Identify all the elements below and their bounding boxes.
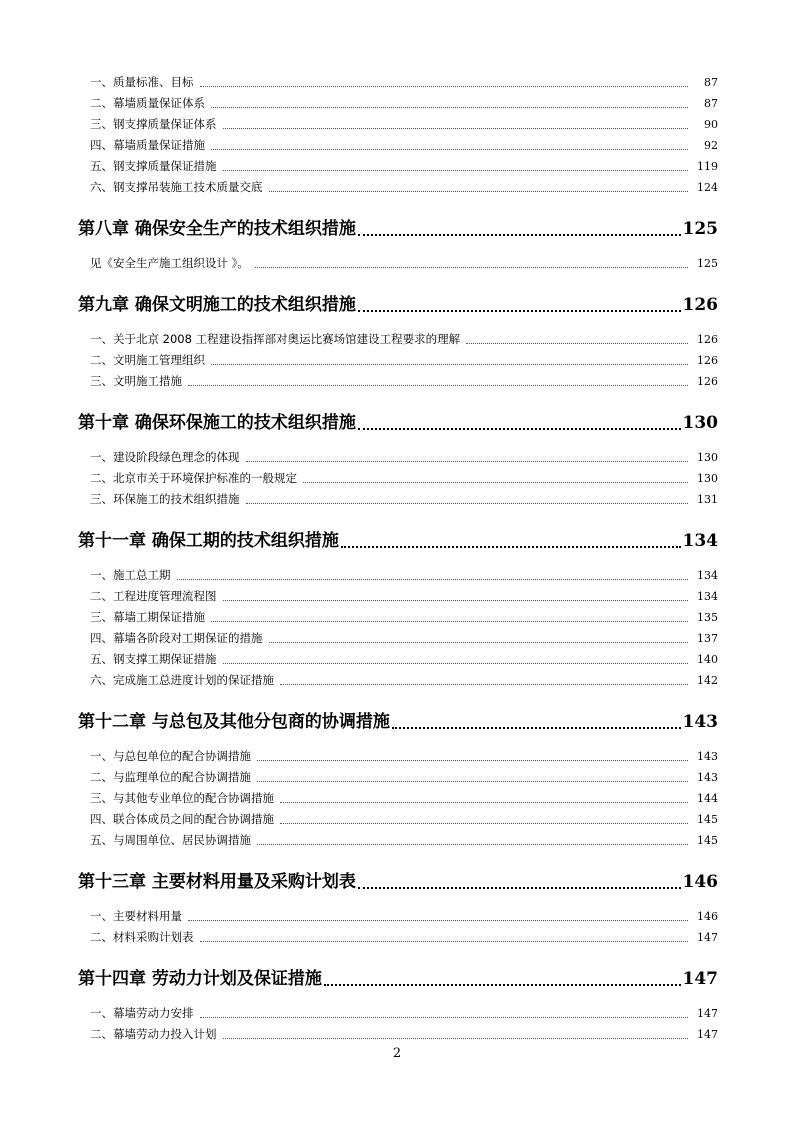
toc-entry-page-number: 130 xyxy=(697,472,718,485)
page-number: 2 xyxy=(392,1046,402,1061)
toc-entry-page-number: 87 xyxy=(704,97,718,110)
toc-entry-title: 三、幕墙工期保证措施 xyxy=(90,610,205,624)
toc-entry-page-number: 145 xyxy=(697,834,718,847)
toc-section-entry[interactable] xyxy=(78,830,718,851)
toc-section-entry[interactable] xyxy=(78,586,718,607)
toc-section-entry[interactable] xyxy=(78,565,718,586)
toc-section-entry[interactable] xyxy=(78,607,718,628)
dot-leader xyxy=(211,621,688,622)
toc-entry-page-number: 90 xyxy=(704,118,718,131)
toc-section-entry[interactable] xyxy=(78,767,718,788)
toc-entry-page-number: 119 xyxy=(697,160,718,173)
toc-section-entry[interactable] xyxy=(78,253,718,274)
toc-section-entry[interactable] xyxy=(78,649,718,670)
dot-leader xyxy=(255,267,688,268)
toc-section-entry[interactable] xyxy=(78,788,718,809)
toc-section-entry[interactable] xyxy=(78,628,718,649)
toc-entry-title: 第八章 确保安全生产的技术组织措施 xyxy=(78,219,356,239)
toc-entry-title: 一、建设阶段绿色理念的体现 xyxy=(90,450,240,464)
table-of-contents xyxy=(78,72,718,1045)
toc-entry-page-number: 140 xyxy=(697,653,718,666)
toc-entry-title: 第十三章 主要材料用量及采购计划表 xyxy=(78,872,356,892)
dot-leader xyxy=(303,482,688,483)
toc-entry-page-number: 134 xyxy=(682,531,718,551)
toc-entry-title: 二、幕墙劳动力投入计划 xyxy=(90,1027,217,1041)
dot-leader xyxy=(280,823,688,824)
toc-entry-page-number: 131 xyxy=(697,493,718,506)
dot-leader xyxy=(341,546,681,548)
toc-entry-page-number: 126 xyxy=(697,354,718,367)
dot-leader xyxy=(257,781,688,782)
toc-section-entry[interactable] xyxy=(78,135,718,156)
toc-chapter-entry[interactable] xyxy=(78,291,718,319)
toc-entry-page-number: 142 xyxy=(697,674,718,687)
toc-entry-page-number: 87 xyxy=(704,76,718,89)
dot-leader xyxy=(358,428,681,430)
toc-entry-title: 第十四章 劳动力计划及保证措施 xyxy=(78,969,322,989)
toc-entry-title: 五、与周围单位、居民协调措施 xyxy=(90,833,251,847)
dot-leader xyxy=(257,844,688,845)
toc-section-entry[interactable] xyxy=(78,746,718,767)
toc-entry-title: 一、关于北京 2008 工程建设指挥部对奥运比赛场馆建设工程要求的理解 xyxy=(90,332,461,346)
toc-entry-page-number: 130 xyxy=(682,413,718,433)
dot-leader xyxy=(200,86,689,87)
dot-leader xyxy=(188,385,688,386)
toc-entry-title: 四、幕墙各阶段对工期保证的措施 xyxy=(90,631,263,645)
toc-entry-page-number: 146 xyxy=(697,910,718,923)
toc-entry-page-number: 124 xyxy=(697,181,718,194)
toc-section-entry[interactable] xyxy=(78,927,718,948)
dot-leader xyxy=(280,802,688,803)
dot-leader xyxy=(358,887,681,889)
toc-section-entry[interactable] xyxy=(78,906,718,927)
toc-section-entry[interactable] xyxy=(78,329,718,350)
toc-entry-title: 六、完成施工总进度计划的保证措施 xyxy=(90,673,274,687)
dot-leader xyxy=(246,461,689,462)
toc-entry-page-number: 144 xyxy=(697,792,718,805)
dot-leader xyxy=(200,941,689,942)
toc-entry-title: 第十一章 确保工期的技术组织措施 xyxy=(78,531,339,551)
toc-entry-page-number: 143 xyxy=(697,771,718,784)
dot-leader xyxy=(358,310,681,312)
toc-chapter-entry[interactable] xyxy=(78,868,718,896)
toc-section-entry[interactable] xyxy=(78,371,718,392)
toc-chapter-entry[interactable] xyxy=(78,708,718,736)
toc-section-entry[interactable] xyxy=(78,670,718,691)
dot-leader xyxy=(257,760,688,761)
toc-entry-page-number: 134 xyxy=(697,569,718,582)
toc-section-entry[interactable] xyxy=(78,114,718,135)
toc-entry-title: 一、主要材料用量 xyxy=(90,909,182,923)
toc-entry-title: 第十章 确保环保施工的技术组织措施 xyxy=(78,413,356,433)
toc-entry-title: 六、钢支撑吊装施工技术质量交底 xyxy=(90,180,263,194)
toc-section-entry[interactable] xyxy=(78,489,718,510)
toc-entry-title: 二、材料采购计划表 xyxy=(90,930,194,944)
dot-leader xyxy=(223,128,689,129)
toc-entry-page-number: 125 xyxy=(697,257,718,270)
toc-entry-title: 一、幕墙劳动力安排 xyxy=(90,1006,194,1020)
toc-entry-page-number: 147 xyxy=(697,1028,718,1041)
toc-entry-title: 第十二章 与总包及其他分包商的协调措施 xyxy=(78,712,390,732)
toc-entry-page-number: 135 xyxy=(697,611,718,624)
dot-leader xyxy=(358,234,681,236)
toc-entry-title: 二、工程进度管理流程图 xyxy=(90,589,217,603)
toc-entry-page-number: 143 xyxy=(682,712,718,732)
toc-entry-page-number: 125 xyxy=(682,219,718,239)
toc-entry-title: 二、幕墙质量保证体系 xyxy=(90,96,205,110)
dot-leader xyxy=(246,503,689,504)
dot-leader xyxy=(223,600,689,601)
toc-entry-title: 三、文明施工措施 xyxy=(90,374,182,388)
toc-section-entry[interactable] xyxy=(78,1003,718,1024)
toc-chapter-entry[interactable] xyxy=(78,215,718,243)
toc-entry-title: 二、与监理单位的配合协调措施 xyxy=(90,770,251,784)
toc-entry-page-number: 126 xyxy=(697,375,718,388)
dot-leader xyxy=(392,727,681,729)
dot-leader xyxy=(280,684,688,685)
dot-leader xyxy=(269,642,689,643)
dot-leader xyxy=(211,107,688,108)
toc-section-entry[interactable] xyxy=(78,177,718,198)
toc-chapter-entry[interactable] xyxy=(78,965,718,993)
toc-section-entry[interactable] xyxy=(78,93,718,114)
dot-leader xyxy=(269,191,689,192)
dot-leader xyxy=(324,984,681,986)
toc-chapter-entry[interactable] xyxy=(78,527,718,555)
toc-entry-title: 五、钢支撑工期保证措施 xyxy=(90,652,217,666)
toc-entry-title: 三、与其他专业单位的配合协调措施 xyxy=(90,791,274,805)
toc-section-entry[interactable] xyxy=(78,156,718,177)
toc-entry-page-number: 137 xyxy=(697,632,718,645)
toc-entry-title: 见《安全生产施工组织设计 》。 xyxy=(90,256,249,270)
toc-entry-title: 五、钢支撑质量保证措施 xyxy=(90,159,217,173)
toc-entry-page-number: 145 xyxy=(697,813,718,826)
dot-leader xyxy=(223,663,689,664)
toc-section-entry[interactable] xyxy=(78,468,718,489)
dot-leader xyxy=(223,170,689,171)
toc-section-entry[interactable] xyxy=(78,350,718,371)
dot-leader xyxy=(211,364,688,365)
dot-leader xyxy=(211,149,688,150)
toc-entry-page-number: 147 xyxy=(697,1007,718,1020)
toc-entry-page-number: 126 xyxy=(697,333,718,346)
toc-entry-title: 二、文明施工管理组织 xyxy=(90,353,205,367)
toc-entry-title: 四、联合体成员之间的配合协调措施 xyxy=(90,812,274,826)
dot-leader xyxy=(200,1017,689,1018)
toc-entry-title: 四、幕墙质量保证措施 xyxy=(90,138,205,152)
toc-section-entry[interactable] xyxy=(78,72,718,93)
toc-entry-page-number: 147 xyxy=(697,931,718,944)
dot-leader xyxy=(466,343,688,344)
toc-entry-page-number: 143 xyxy=(697,750,718,763)
toc-entry-page-number: 146 xyxy=(682,872,718,892)
toc-entry-title: 一、质量标准、目标 xyxy=(90,75,194,89)
toc-entry-title: 二、北京市关于环境保护标准的一般规定 xyxy=(90,471,297,485)
toc-section-entry[interactable] xyxy=(78,809,718,830)
toc-chapter-entry[interactable] xyxy=(78,409,718,437)
toc-entry-title: 第九章 确保文明施工的技术组织措施 xyxy=(78,295,356,315)
toc-entry-page-number: 92 xyxy=(704,139,718,152)
toc-entry-title: 三、钢支撑质量保证体系 xyxy=(90,117,217,131)
toc-section-entry[interactable] xyxy=(78,1024,718,1045)
dot-leader xyxy=(223,1038,689,1039)
toc-entry-page-number: 147 xyxy=(682,969,718,989)
toc-entry-page-number: 126 xyxy=(682,295,718,315)
toc-entry-page-number: 130 xyxy=(697,451,718,464)
dot-leader xyxy=(188,920,688,921)
toc-section-entry[interactable] xyxy=(78,447,718,468)
toc-entry-title: 三、环保施工的技术组织措施 xyxy=(90,492,240,506)
toc-entry-page-number: 134 xyxy=(697,590,718,603)
toc-entry-title: 一、与总包单位的配合协调措施 xyxy=(90,749,251,763)
dot-leader xyxy=(177,579,689,580)
toc-entry-title: 一、施工总工期 xyxy=(90,568,171,582)
